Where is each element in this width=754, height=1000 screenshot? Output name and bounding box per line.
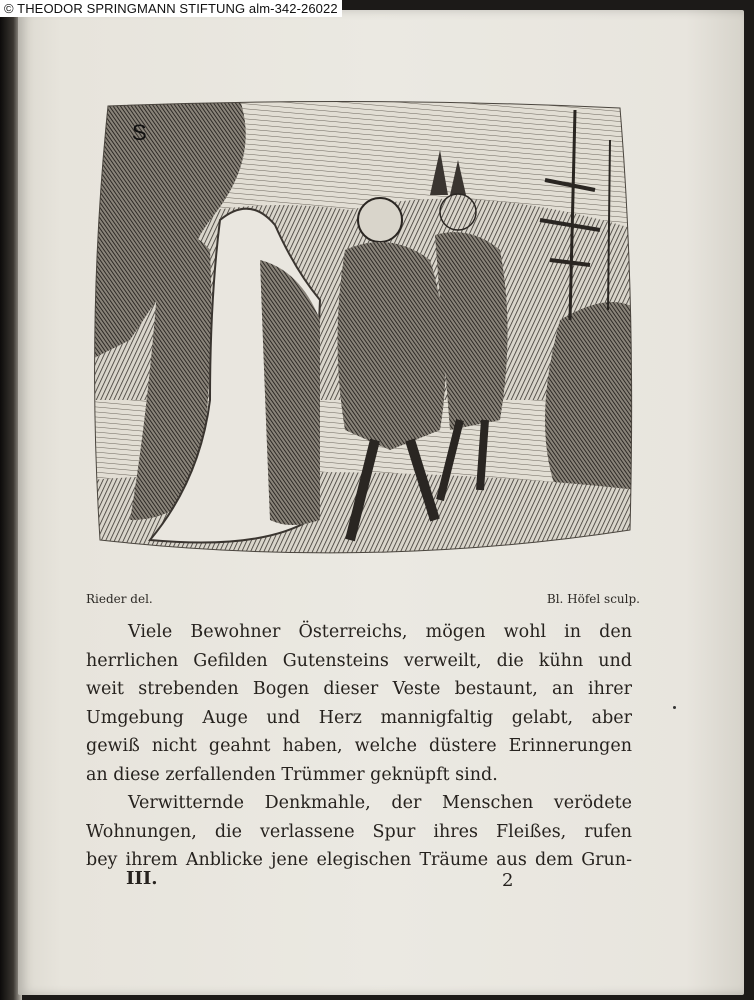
ink-speck	[673, 706, 676, 709]
text-line: Verwitternde Denkmahle, der Menschen verödete	[128, 793, 632, 813]
engraving-svg	[90, 100, 638, 578]
text-line: gewiß nicht geahnt haben, welche düstere Erinnerungen	[86, 736, 632, 756]
page-number: 2	[502, 870, 514, 891]
initial-letter: S	[132, 120, 147, 145]
text-line: Umgebung Auge und Herz mannigfaltig gelabt, aber	[86, 707, 632, 728]
body-text	[86, 618, 632, 875]
text-line: bey ihrem Anblicke jene elegischen Träume aus dem Grun-	[86, 850, 632, 870]
signature-mark: III.	[126, 868, 158, 889]
copyright-watermark: © THEODOR SPRINGMANN STIFTUNG alm-342-26022	[0, 0, 342, 17]
text-line: an diese zerfallenden Trümmer geknüpft sind.	[86, 764, 498, 785]
text-line: herrlichen Gefilden Gutensteins verweilt, die kühn und	[86, 650, 632, 671]
text-line: weit strebenden Bogen dieser Veste bestaunt, an ihrer	[86, 679, 632, 699]
text-line: Wohnungen, die verlassene Spur ihres Fleißes, rufen	[86, 821, 632, 842]
credit-right: Bl. Höfel sculp.	[546, 592, 640, 606]
text-line: Viele Bewohner Österreichs, mögen wohl in den	[128, 622, 632, 642]
credit-left: Rieder del.	[86, 592, 153, 606]
engraving-illustration	[90, 100, 638, 578]
